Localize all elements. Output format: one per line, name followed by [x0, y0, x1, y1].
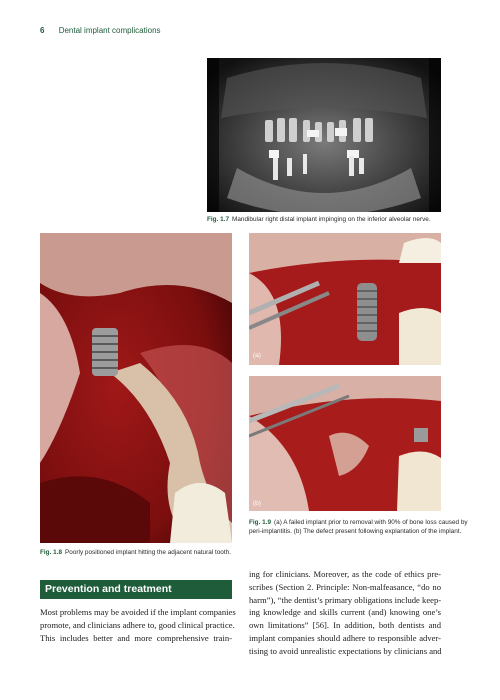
fig-1-8-caption — [40, 549, 240, 558]
body-line: ing for clinicians. Moreover, as the code of ethics pre- — [249, 569, 441, 579]
right-column-text — [249, 568, 441, 658]
body-line: harm”), “the dentist’s primary obligations include keep- — [249, 594, 442, 605]
body-line: ing knowledge and skills current (and) knowing one’s — [249, 607, 441, 618]
fig-1-9b-label: (b) — [253, 500, 261, 507]
body-line: implant companies should adhere to responsible adver- — [249, 632, 441, 643]
surgical-photo-implant-tooth — [40, 233, 232, 543]
fig-1-7-text: Mandibular right distal implant impinging on the inferior alveolar nerve. — [232, 216, 431, 223]
running-title: Dental implant complications — [58, 26, 161, 35]
fig-1-9-line-2: peri-implantitis. (b) The defect present following explantation of the implant. — [249, 527, 462, 535]
fig-1-7-caption — [207, 216, 447, 225]
body-line: own limitations” [56]. In addition, both dentists and — [249, 620, 441, 631]
surgical-photo-failed-implant — [249, 233, 441, 365]
fig-1-8-label: Fig. 1.8 — [40, 549, 63, 556]
left-column-text — [40, 606, 236, 644]
fig-1-9a-label: (a) — [253, 352, 261, 359]
fig-1-7-label: Fig. 1.7 — [207, 216, 230, 223]
body-line: scribes (Section 2. Principle: Non-malfeasance, “do no — [249, 581, 441, 592]
body-line: tising to avoid unrealistic expectations by clinicians and — [249, 645, 442, 656]
fig-1-8-text: Poorly positioned implant hitting the adjacent natural tooth. — [65, 549, 231, 556]
section-heading: Prevention and treatment — [40, 580, 232, 599]
surgical-photo-defect — [249, 376, 441, 511]
running-head — [40, 26, 161, 35]
body-line: This includes better and more comprehensive train- — [40, 632, 232, 643]
fig-1-9-label: Fig. 1.9 — [249, 519, 272, 526]
page-number: 6 — [40, 26, 45, 35]
panoramic-xray-image — [207, 58, 441, 212]
body-line: Most problems may be avoided if the implant companies — [40, 607, 236, 617]
fig-1-9-line-1: (a) A failed implant prior to removal with 90% of bone loss caused by — [274, 519, 468, 526]
fig-1-9-caption — [249, 519, 468, 536]
body-line: promote, and clinicians adhere to, good clinical practice. — [40, 619, 235, 630]
